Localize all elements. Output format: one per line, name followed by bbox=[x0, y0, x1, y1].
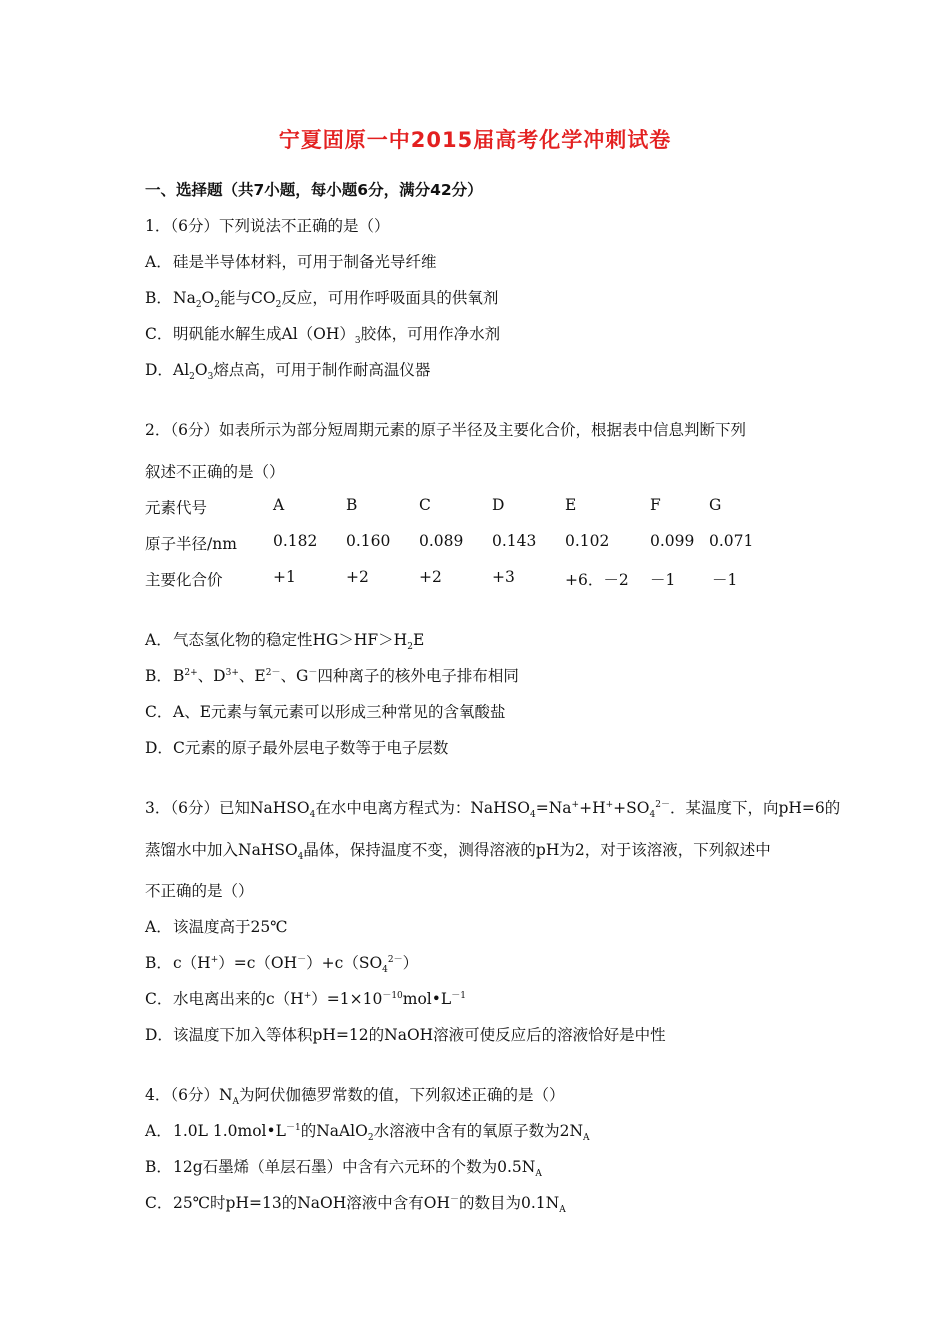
superscript: 2－ bbox=[387, 954, 403, 965]
superscript: － bbox=[308, 667, 318, 678]
superscript: 3+ bbox=[225, 667, 239, 678]
q1-stem: 1．（6分）下列说法不正确的是（） bbox=[145, 217, 390, 235]
text-part: 的NaAlO bbox=[300, 1122, 368, 1140]
text-part: 4．（6分）N bbox=[145, 1086, 233, 1104]
option-label: D． bbox=[145, 361, 173, 379]
subscript: 4 bbox=[530, 810, 536, 821]
text-part: E bbox=[412, 631, 425, 649]
q3-option-d bbox=[145, 1023, 666, 1045]
table-cell: 0.102 bbox=[565, 532, 610, 550]
text-part: c（H bbox=[173, 954, 211, 972]
q4-stem bbox=[145, 1083, 565, 1108]
option-label: B． bbox=[145, 1158, 172, 1176]
subscript: A bbox=[535, 1169, 542, 1180]
q1-option-d bbox=[145, 358, 431, 383]
table-cell: +6．－2 bbox=[565, 571, 629, 589]
option-label: A． bbox=[145, 918, 172, 936]
q2-option-c bbox=[145, 700, 506, 722]
text-part: 蒸馏水中加入NaHSO bbox=[145, 841, 298, 859]
text-part: 明矾能水解生成Al（OH） bbox=[173, 325, 355, 343]
subscript: 3 bbox=[207, 372, 214, 383]
table-row-header: 主要化合价 bbox=[145, 571, 223, 589]
table-cell: 0.071 bbox=[709, 532, 754, 550]
table-cell: 0.182 bbox=[273, 532, 318, 550]
table-cell: 0.160 bbox=[346, 532, 391, 550]
text-part: Na bbox=[173, 289, 196, 307]
subscript: 2 bbox=[189, 372, 195, 383]
subscript: A bbox=[583, 1133, 590, 1144]
table-cell: C bbox=[419, 496, 431, 514]
q2-option-a bbox=[145, 628, 425, 653]
text-part: ） bbox=[402, 954, 419, 972]
q4-option-c bbox=[145, 1191, 566, 1216]
subscript: 3 bbox=[354, 336, 361, 347]
q2-stem-line1: 2．（6分）如表所示为部分短周期元素的原子半径及主要化合价，根据表中信息判断下列 bbox=[145, 421, 746, 439]
text-part: 、E bbox=[238, 667, 266, 685]
subscript: 2 bbox=[407, 642, 413, 653]
text-part: 1.0L 1.0mol•L bbox=[173, 1122, 286, 1140]
q4-option-b bbox=[145, 1155, 542, 1180]
text-part: ）+c（SO bbox=[306, 954, 383, 972]
table-cell: E bbox=[565, 496, 577, 514]
option-label: A． bbox=[145, 1122, 172, 1140]
text-part: 水溶液中含有的氧原子数为2N bbox=[373, 1122, 584, 1140]
page-title: 宁夏固原一中2015届高考化学冲刺试卷 bbox=[278, 128, 672, 152]
option-label: C． bbox=[145, 325, 173, 343]
q1-option-c bbox=[145, 322, 501, 347]
q2-option-b bbox=[145, 664, 519, 686]
option-label: B． bbox=[145, 667, 172, 685]
q3-stem-line2 bbox=[145, 838, 771, 863]
table-row-header: 元素代号 bbox=[145, 499, 208, 517]
q1-option-a bbox=[145, 250, 437, 272]
q3-stem-line3: 不正确的是（） bbox=[145, 882, 254, 900]
q4-option-a bbox=[145, 1119, 590, 1144]
option-label: B． bbox=[145, 954, 172, 972]
superscript: 2－ bbox=[265, 667, 281, 678]
superscript: + bbox=[210, 954, 219, 965]
table-cell: +1 bbox=[273, 568, 296, 586]
option-label: C． bbox=[145, 990, 173, 1008]
table-cell: A bbox=[273, 496, 285, 514]
option-label: D． bbox=[145, 1026, 173, 1044]
text-part: 25℃时pH=13的NaOH溶液中含有OH bbox=[173, 1194, 450, 1212]
text-part: ）=c（OH bbox=[218, 954, 298, 972]
table-cell: +2 bbox=[346, 568, 369, 586]
superscript: －1 bbox=[451, 990, 466, 1001]
table-cell: 0.099 bbox=[650, 532, 695, 550]
text-part: ）=1×10 bbox=[311, 990, 383, 1008]
text-part: 为阿伏伽德罗常数的值，下列叙述正确的是（） bbox=[239, 1086, 565, 1104]
subscript: 4 bbox=[649, 810, 656, 821]
text-part: =Na bbox=[535, 799, 572, 817]
table-cell: G bbox=[709, 496, 722, 514]
option-label: C． bbox=[145, 703, 173, 721]
subscript: A bbox=[559, 1205, 566, 1216]
section-heading: 一、选择题（共7小题，每小题6分，满分42分） bbox=[145, 181, 483, 199]
text-part: 熔点高，可用于制作耐高温仪器 bbox=[213, 361, 431, 379]
text-part: +SO bbox=[613, 799, 650, 817]
option-label: D． bbox=[145, 739, 173, 757]
superscript: 2－ bbox=[655, 799, 670, 810]
q3-option-b bbox=[145, 951, 419, 976]
option-text: A、E元素与氧元素可以形成三种常见的含氧酸盐 bbox=[173, 703, 506, 721]
q2-option-d bbox=[145, 736, 448, 758]
text-part: 在水中电离方程式为：NaHSO bbox=[315, 799, 531, 817]
table-cell: +2 bbox=[419, 568, 442, 586]
text-part: mol•L bbox=[402, 990, 452, 1008]
superscript: －10 bbox=[382, 990, 403, 1001]
q3-option-a bbox=[145, 915, 288, 937]
subscript: 2 bbox=[214, 300, 220, 311]
text-part: 、G bbox=[280, 667, 309, 685]
table-cell: +3 bbox=[492, 568, 515, 586]
option-text: 硅是半导体材料，可用于制备光导纤维 bbox=[173, 253, 437, 271]
text-part: B bbox=[173, 667, 185, 685]
option-label: A． bbox=[145, 631, 172, 649]
table-cell: F bbox=[650, 496, 661, 514]
q2-stem-line2: 叙述不正确的是（） bbox=[145, 463, 285, 481]
option-label: C． bbox=[145, 1194, 173, 1212]
text-part: 3．（6分）已知NaHSO bbox=[145, 799, 310, 817]
text-part: 晶体，保持温度不变，测得溶液的pH为2，对于该溶液，下列叙述中 bbox=[303, 841, 771, 859]
text-part: +H bbox=[579, 799, 606, 817]
text-part: 的数目为0.1N bbox=[458, 1194, 560, 1212]
table-row-header: 原子半径/nm bbox=[145, 535, 237, 553]
subscript: A bbox=[232, 1097, 240, 1108]
option-label: B． bbox=[145, 289, 172, 307]
superscript: － bbox=[297, 954, 307, 965]
subscript: 4 bbox=[309, 810, 316, 821]
text-part: 胶体，可用作净水剂 bbox=[360, 325, 501, 343]
table-cell: 0.089 bbox=[419, 532, 464, 550]
text-part: ．某温度下，向pH=6的 bbox=[669, 799, 841, 817]
text-part: 水电离出来的c（H bbox=[173, 990, 304, 1008]
table-cell: B bbox=[346, 496, 358, 514]
superscript: － bbox=[449, 1194, 459, 1205]
text-part: 能与CO bbox=[220, 289, 276, 307]
subscript: 2 bbox=[195, 300, 202, 311]
text-part: Al bbox=[173, 361, 190, 379]
option-label: A． bbox=[145, 253, 172, 271]
superscript: －1 bbox=[285, 1122, 301, 1133]
text-part: 反应，可用作呼吸面具的供氧剂 bbox=[281, 289, 499, 307]
table-cell: 0.143 bbox=[492, 532, 537, 550]
option-text: C元素的原子最外层电子数等于电子层数 bbox=[173, 739, 449, 757]
superscript: + bbox=[605, 799, 614, 810]
text-part: 气态氢化物的稳定性HG＞HF＞H bbox=[173, 631, 408, 649]
option-text: 该温度高于25℃ bbox=[173, 918, 288, 936]
subscript: 4 bbox=[382, 965, 388, 976]
superscript: 2+ bbox=[184, 667, 198, 678]
table-cell: D bbox=[492, 496, 505, 514]
superscript: + bbox=[571, 799, 580, 810]
text-part: O bbox=[194, 361, 208, 379]
subscript: 2 bbox=[275, 300, 282, 311]
text-part: 、D bbox=[197, 667, 226, 685]
q3-stem-line1 bbox=[145, 796, 841, 821]
table-cell: －1 bbox=[650, 571, 676, 589]
q1-option-b bbox=[145, 286, 499, 311]
text-part: 四种离子的核外电子排布相同 bbox=[317, 667, 519, 685]
table-cell: －1 bbox=[712, 571, 738, 589]
subscript: 2 bbox=[367, 1133, 374, 1144]
option-text: 该温度下加入等体积pH=12的NaOH溶液可使反应后的溶液恰好是中性 bbox=[173, 1026, 666, 1044]
superscript: + bbox=[303, 990, 312, 1001]
text-part: 12g石墨烯（单层石墨）中含有六元环的个数为0.5N bbox=[173, 1158, 536, 1176]
q3-option-c bbox=[145, 987, 466, 1009]
subscript: 4 bbox=[297, 852, 304, 863]
text-part: O bbox=[201, 289, 215, 307]
